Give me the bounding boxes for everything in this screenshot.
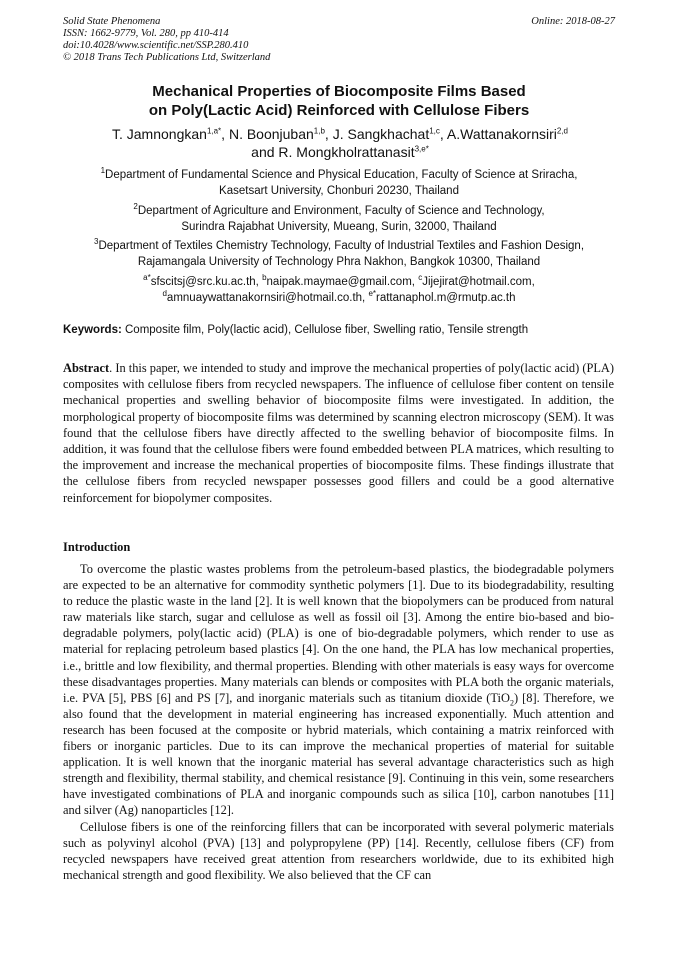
author-name: and R. Mongkholrattanasit$^{3,e*}$	[251, 144, 429, 160]
email-link[interactable]: naipak.maymae@gmail.com,	[266, 276, 419, 288]
keywords-text: Composite film, Poly(lactic acid), Cellulose fiber, Swelling ratio, Tensile strength	[121, 324, 529, 336]
author-emails: $^{a*}$sfscitsj@src.ku.ac.th, $^b$naipak.maymae@gmail.com, $^c$Jijejirat@hotmail.com, $^d$amnuaywattanakornsiri@hotmail.co.th, $^{e*}$rattanaphol.m@rmutp.ac.th	[143, 273, 535, 304]
email-link[interactable]: Jijejirat@hotmail.com,	[422, 276, 535, 288]
affiliation-1: $^1$Department of Fundamental Science and Physical Education, Faculty of Science at Sriracha, Kasetsart University, Chonburi 20230, Thailand	[100, 166, 578, 197]
section-heading-introduction: Introduction	[63, 540, 131, 554]
abstract-label: Abstract	[63, 361, 110, 375]
author-line-2	[40, 143, 640, 161]
author-line-1	[40, 125, 640, 143]
abstract	[63, 360, 614, 506]
abstract-text: . In this paper, we intended to study and improve the mechanical properties of poly(lactic acid) (PLA) composites with cellulose fibers from recycled newspapers. The influence of cellulose fiber content on tensile mechanical properties and swelling behavior of biocomposite films were investigated. In addition, the morphological property of biocomposite films was determined by scanning electron microscopy (SEM). It was found that the cellulose fibers have directly affected to the swelling behavior of biocomposite films. In addition, it was found that the cellulose fibers were found embedded between PLA matrices, which resulting to the improvement and increase the mechanical properties of biocomposite films. These findings illustrate that the cellulose fibers from recycled newspaper possesses good fillers and could be a good alternative reinforcement for biopolymer composites.	[63, 361, 614, 505]
journal-issn: ISSN: 1662-9779, Vol. 280, pp 410-414	[63, 28, 229, 39]
paper-title	[60, 82, 618, 120]
affiliation-2: $^2$Department of Agriculture and Environment, Faculty of Science and Technology, Surindra Rajabhat University, Mueang, Surin, 32000, Thailand	[133, 202, 545, 233]
author-name: A.Wattanakornsiri$^{2,d}$	[446, 126, 568, 142]
journal-header	[63, 16, 393, 64]
paragraph: To overcome the plastic wastes problems from the petroleum-based plastics, the biodegradable polymers are expected to be an alternative for commodity synthetic polymers [1]. Due to its biodegradability, resulting to reduce the plastic waste in the land [2]. It is well known that the biopolymers can be produced from natural raw materials like starch, sugar and cellulose as well as fossil oil [3]. Among the entire bio-based and bio-degradable polymers, poly(lactic acid) (PLA) is one of bio-degradable polymers, which render to use as material for replacing petroleum based plastics [4]. On the one hand, the PLA has low mechanical properties, i.e., brittle and low flexibility, and thermal properties. Blending with other materials is easy ways for overcome these disadvantages properties. Many materials can blends or composites with PLA both the organic materials, i.e. PVA [5], PBS [6] and PS [7], and inorganic materials such as titanium dioxide (TiO$_2$) [8]. Therefore, we also found that the development in material engineering has increased exponentially. Much attention and research has been focused at the composite or hybrid materials, which containing a matrix reinforced with fibers or inorganic particles. Due to its can improve the mechanical properties of material for suitable application. It is well known that the inorganic material has several advantage characteristics such as high strength and flexibility, thermal stability, and chemical resistance [9]. Continuing in this vein, some researchers have investigated combinations of PLA and inorganic compounds such as silica [10], carbon nanotubes [11] and silver (Ag) nanoparticles [12].	[63, 562, 615, 818]
title-line-2: on Poly(Lactic Acid) Reinforced with Cellulose Fibers	[148, 102, 530, 119]
title-line-1: Mechanical Properties of Biocomposite Films Based	[152, 83, 526, 100]
email-link[interactable]: amnuaywattanakornsiri@hotmail.co.th,	[166, 291, 369, 304]
journal-copyright: © 2018 Trans Tech Publications Ltd, Switzerland	[63, 52, 271, 63]
affiliation-3: $^3$Department of Textiles Chemistry Technology, Faculty of Industrial Textiles and Fashion Design, Rajamangala University of Technology Phra Nakhon, Bangkok 10300, Thailand	[93, 237, 585, 268]
author-name: J. Sangkhachat$^{1,c}$,	[332, 126, 447, 142]
keywords	[63, 323, 623, 338]
introduction-body	[63, 561, 614, 883]
paragraph: Cellulose fibers is one of the reinforcing fillers that can be incorporated with several polymeric materials such as polyvinyl alcohol (PVA) [13] and polypropylene (PP) [14]. Recently, cellulose fibers (CF) from recycled newspapers have received great attention from researchers worldwide, due to its exhibited high mechanical strength and good flexibility. We also believed that the CF can	[63, 819, 614, 882]
keywords-label: Keywords:	[63, 324, 122, 336]
journal-doi[interactable]: doi:10.4028/www.scientific.net/SSP.280.410	[63, 40, 249, 51]
online-date: Online: 2018-08-27	[531, 16, 615, 27]
email-link[interactable]: rattanaphol.m@rmutp.ac.th	[376, 291, 516, 304]
author-list	[40, 125, 640, 161]
email-link[interactable]: sfscitsj@src.ku.ac.th,	[150, 276, 263, 288]
author-name: T. Jamnongkan$^{1,a*}$,	[111, 126, 229, 142]
author-name: N. Boonjuban$^{1,b}$,	[228, 126, 333, 142]
journal-name: Solid State Phenomena	[63, 16, 161, 27]
